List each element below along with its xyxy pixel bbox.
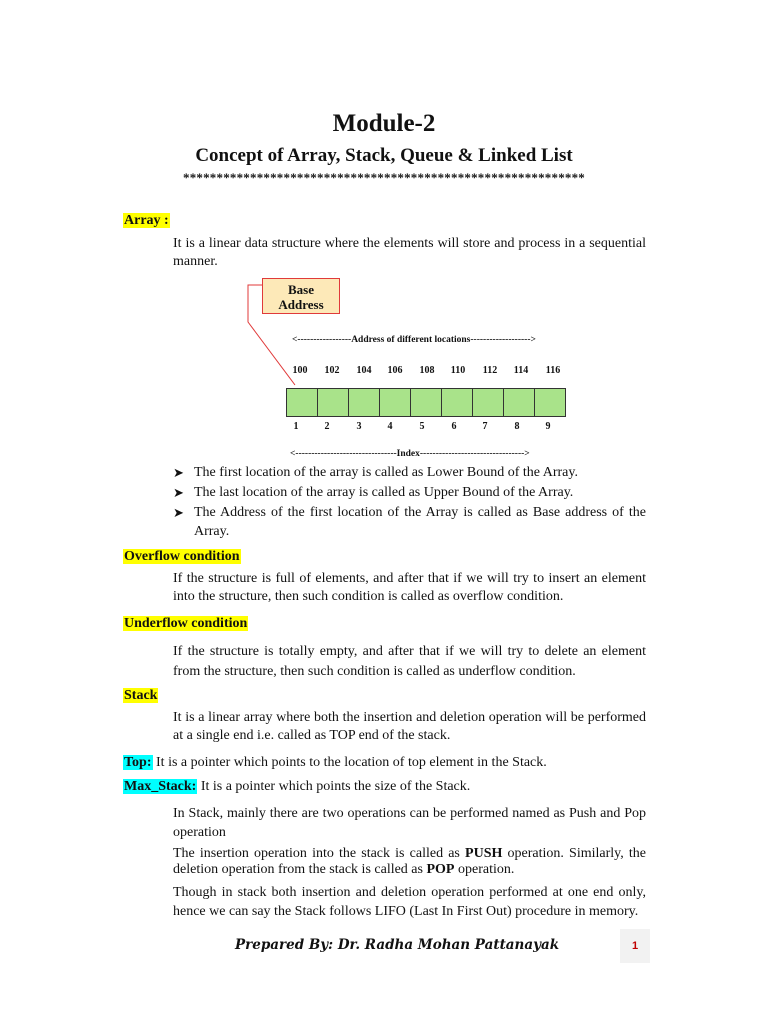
array-intro: It is a linear data structure where the elements will store and process in a sequential manner. [173,236,646,269]
array-cell [380,389,411,416]
array-cells [286,388,566,417]
stack-ops-text: In Stack, mainly there are two operations can be performed named as Push and Pop operation [173,806,646,840]
address-label: 110 [450,365,466,376]
index-label: 7 [482,421,488,432]
base-address-label-2: Address [278,297,324,312]
address-label: 116 [545,365,561,376]
max-stack-label: Max_Stack: [124,779,197,794]
page-number: 1 [620,929,650,963]
top-pointer-line: Top: It is a pointer which points to the location of top element in the Stack. [124,755,547,770]
address-label: 102 [324,365,340,376]
push-pop-text: The insertion operation into the stack is called as PUSH operation. Similarly, the deletion operation from the stack is called as POP operation. [173,846,646,877]
list-item: ➤ The Address of the first location of the Array is called as Base address of the Array. [173,505,646,539]
arrow-bullet-icon: ➤ [173,465,184,480]
list-item: ➤ The first location of the array is called as Lower Bound of the Array. [173,465,578,480]
underflow-heading: Underflow condition [124,616,248,631]
index-label: 5 [419,421,425,432]
stack-text: It is a linear array where both the insertion and deletion operation will be performed at a single end i.e. called as TOP end of the stack. [173,710,646,743]
array-cell [535,389,565,416]
index-label: 6 [451,421,457,432]
index-label: 4 [387,421,393,432]
array-heading-label: Array : [124,213,169,228]
index-caption: <--------------------------------Index---------------------------------> [290,449,530,459]
arrow-bullet-icon: ➤ [173,505,184,520]
index-label: 1 [293,421,299,432]
address-label: 112 [482,365,498,376]
list-item: ➤ The last location of the array is called as Upper Bound of the Array. [173,485,574,500]
module-title: Module-2 [332,110,436,137]
top-label: Top: [124,755,152,770]
index-row [281,421,581,435]
index-label: 8 [514,421,520,432]
array-cell [318,389,349,416]
address-label: 114 [513,365,529,376]
base-address-label-1: Base [288,282,314,297]
array-cell [473,389,504,416]
stack-heading: Stack [124,688,158,703]
array-bullet-list [173,463,646,542]
address-label: 108 [419,365,435,376]
array-cell [442,389,473,416]
address-caption: <-----------------Address of different locations-------------------> [292,335,536,345]
module-subtitle: Concept of Array, Stack, Queue & Linked List [195,145,573,166]
address-label: 106 [387,365,403,376]
address-row [285,365,585,379]
array-cell [287,389,318,416]
max-stack-line: Max_Stack: It is a pointer which points the size of the Stack. [124,779,471,794]
array-cell [411,389,442,416]
underflow-text: If the structure is totally empty, and after that if we will try to delete an element from the structure, then such condition is called as underflow condition. [173,644,646,679]
array-cell [349,389,380,416]
array-cell [504,389,535,416]
prepared-by: Prepared By: Dr. Radha Mohan Pattanayak [235,937,560,953]
address-label: 100 [292,365,308,376]
overflow-heading: Overflow condition [124,549,240,564]
title-divider: ************************************************************ [183,170,585,185]
push-keyword: PUSH [465,846,503,861]
index-label: 3 [356,421,362,432]
overflow-text: If the structure is full of elements, and after that if we will try to insert an element into the structure, then such condition is called as overflow condition. [173,571,646,604]
address-label: 104 [356,365,372,376]
array-heading [123,213,170,229]
pop-keyword: POP [426,862,455,877]
index-label: 2 [324,421,330,432]
arrow-bullet-icon: ➤ [173,485,184,500]
index-label: 9 [545,421,551,432]
lifo-text: Though in stack both insertion and deletion operation performed at one end only, hence we can say the Stack follows LIFO (Last In First Out) procedure in memory. [173,885,646,919]
